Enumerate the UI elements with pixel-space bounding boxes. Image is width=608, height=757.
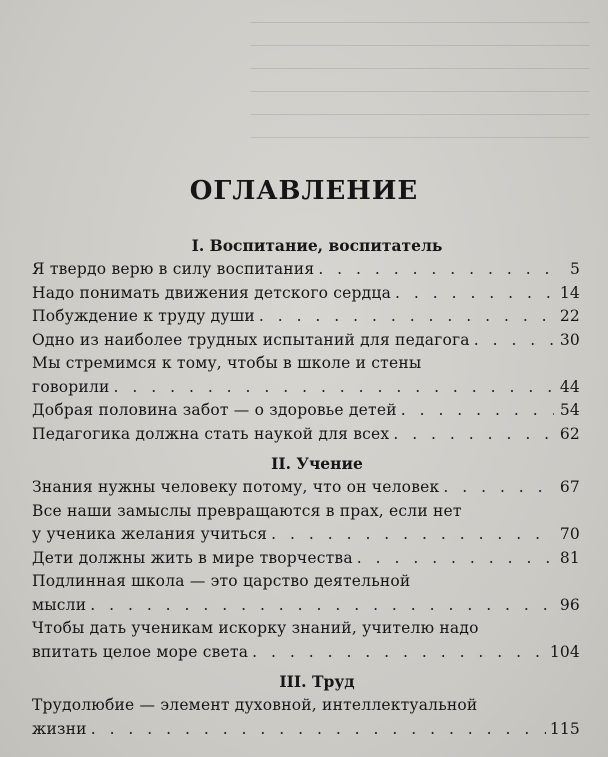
- section-heading: III. Труд: [279, 672, 355, 691]
- page-number: 44: [559, 377, 580, 396]
- toc-entry-text: у ученика желания учиться: [32, 525, 268, 543]
- bleed-through-texture: [250, 0, 590, 160]
- toc-entry-line: [32, 329, 580, 353]
- toc-entry-line: [32, 423, 580, 447]
- toc-entry-text: Дети должны жить в мире творчества: [32, 548, 353, 567]
- toc-entry-line: [32, 594, 580, 618]
- toc-entry-text: Подлинная школа — это царство деятельной: [32, 572, 411, 590]
- toc-entry-line: [32, 476, 580, 500]
- page-number: 81: [559, 548, 580, 567]
- toc-entry: [32, 258, 580, 282]
- toc-entry-text: Одно из наиболее трудных испытаний для педагога: [32, 330, 470, 349]
- toc-entry: [32, 399, 580, 423]
- dot-leader: [318, 258, 554, 282]
- dot-leader: [395, 282, 554, 306]
- page-number: 115: [549, 719, 580, 738]
- section-heading: II. Учение: [271, 454, 363, 473]
- toc-entry-line: [32, 376, 580, 400]
- toc-entry: [32, 329, 580, 353]
- page-number: 67: [559, 478, 580, 496]
- toc-entry-text: Чтобы дать ученикам искорку знаний, учителю надо: [32, 619, 479, 637]
- dot-leader: [474, 329, 554, 353]
- dot-leader: [357, 547, 554, 571]
- page-number: 22: [559, 307, 580, 325]
- dot-leader: [90, 594, 554, 618]
- toc-entry-text: Трудолюбие — элемент духовной, интеллектуальной: [32, 696, 478, 714]
- toc-entry-line: [32, 282, 580, 306]
- toc-entry: [32, 352, 580, 399]
- toc-entry: [32, 476, 580, 500]
- toc-entry-line: [32, 523, 580, 547]
- toc-entry-text: Я твердо верю в силу воспитания: [32, 260, 315, 278]
- page-number: 96: [559, 595, 580, 614]
- toc-entry: [32, 423, 580, 447]
- toc-entry-text: жизни: [32, 719, 87, 738]
- toc-entry: [32, 500, 580, 547]
- toc-entry: [32, 282, 580, 306]
- section-heading: I. Воспитание, воспитатель: [191, 236, 443, 255]
- toc-entry-text: говорили: [32, 377, 110, 396]
- toc-entry-text: Мы стремимся к тому, чтобы в школе и стены: [32, 354, 422, 372]
- toc-entry: [32, 305, 580, 329]
- page-number: 30: [559, 330, 580, 349]
- dot-leader: [114, 376, 554, 400]
- toc-entry-line: [32, 399, 580, 423]
- dot-leader: [393, 423, 554, 447]
- toc-entry-text: Педагогика должна стать наукой для всех: [32, 424, 390, 443]
- table-of-contents: [32, 234, 580, 741]
- toc-entry-text: Надо понимать движения детского сердца: [32, 283, 392, 302]
- dot-leader: [91, 718, 546, 742]
- toc-entry: [32, 694, 580, 741]
- dot-leader: [252, 641, 546, 665]
- dot-leader: [401, 399, 554, 423]
- toc-entry: [32, 547, 580, 571]
- toc-entry-text: Все наши замыслы превращаются в прах, если нет: [32, 501, 462, 520]
- dot-leader: [259, 305, 554, 329]
- dot-leader: [443, 476, 554, 500]
- toc-entry-line: [32, 547, 580, 571]
- page-title: ОГЛАВЛЕНИЕ: [189, 176, 419, 206]
- page-number: 104: [549, 642, 580, 661]
- page-number: 54: [559, 401, 580, 419]
- toc-entry-text: мысли: [32, 595, 87, 614]
- toc-entry-line: [32, 305, 580, 329]
- toc-entry: [32, 570, 580, 617]
- page-number: 14: [559, 283, 580, 302]
- page-number: 70: [559, 525, 580, 543]
- toc-entry: [32, 617, 580, 664]
- toc-entry-line: [32, 641, 580, 665]
- toc-entry-line: [32, 718, 580, 742]
- page-number: 62: [559, 424, 580, 443]
- toc-entry-line: [32, 258, 580, 282]
- page-number: 5: [569, 260, 580, 278]
- toc-entry-text: Добрая половина забот — о здоровье детей: [32, 401, 397, 419]
- toc-entry-text: Знания нужны человеку потому, что он человек: [32, 478, 440, 496]
- toc-entry-text: впитать целое море света: [32, 642, 249, 661]
- dot-leader: [271, 523, 554, 547]
- toc-entry-text: Побуждение к труду души: [32, 307, 255, 325]
